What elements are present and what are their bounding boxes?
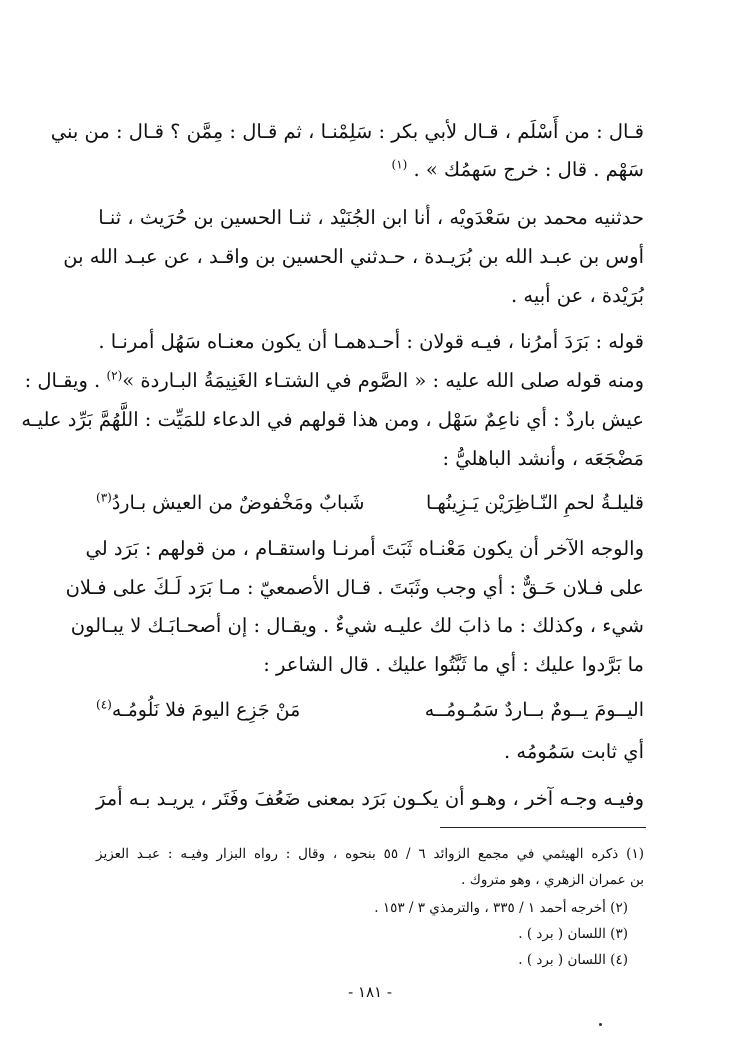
footnote-3: (٣) اللسان ( برد ) . — [518, 926, 628, 942]
footnote-separator — [440, 827, 646, 828]
verse-1-second-text: شَبابٌ ومَخْفوضٌ من العيش بـاردُ — [111, 492, 365, 514]
text-line-15: وفيـه وجـه آخر ، وهـو أن يكـون بَرَد بمعنى ضَعُفَ وفَتَر ، يريـد بـه أمرَ — [96, 787, 644, 810]
text-line-2 — [96, 150, 644, 190]
footnote-1: (١) ذكره الهيثمي في مجمع الزوائد ٦ / ٥٥ بنحوه ، وقال : رواه البزار وفيـه : عبـد العزيز — [96, 846, 644, 862]
text-line-9: مَضْجَعَه ، وأنشد الباهليُّ : — [442, 447, 644, 470]
text-line-1: قـال : من أَسْلَم ، قـال لأبي بكر : سَلِمْنـا ، ثم قـال : مِمَّن ؟ قـال : من بني — [50, 120, 644, 143]
footnote-ref-1: (١) — [391, 157, 408, 172]
verse-1-second-hemistich — [96, 483, 364, 523]
text-line-14: أي ثابت سَمُومُه . — [503, 740, 644, 763]
verse-1 — [96, 483, 644, 523]
footnote-ref-4: (٤) — [96, 697, 112, 712]
text-line-5: بُرَيْدة ، عن أبيه . — [510, 284, 644, 307]
text-line-7-content: ومنه قوله صلى الله عليه : « الصَّوم في الشتـاء الغَنِيمَةُ البـاردة »$^{(٢)}$ . ويقـال : — [24, 368, 644, 392]
text-line-11: على فـلان حَـقٌّ : أي وجب وثَبَتَ . قـال الأصمعيّ : مـا بَرَد لَـكَ على فـلان — [65, 576, 644, 599]
ink-speck — [599, 1023, 602, 1026]
text-line-8: عيش باردٌ : أي ناعِمٌ سَهْل ، ومن هذا قولهم في الدعاء للمَيِّت : اللَّهُمَّ بَرِّد عليـه — [21, 408, 644, 431]
footnote-ref-2: (٢) — [106, 368, 123, 383]
text-line-2-content: سَهْم . قال : خرج سَهمُك » . — [413, 158, 644, 181]
verse-2-second-hemistich — [96, 690, 300, 730]
footnote-ref-3: (٣) — [96, 490, 112, 505]
text-line-12: شيء ، وكذلك : ما ذابَ لك عليـه شيءٌ . ويقـال : إن أصحـابَـك لا يبـالون — [70, 614, 644, 637]
text-line-6: قوله : بَرَدَ أمرُنا ، فيـه قولان : أحـدهمـا أن يكون معنـاه سَهُل أمرنـا . — [98, 330, 644, 353]
verse-2 — [96, 690, 644, 730]
text-line-10: والوجه الآخر أن يكون مَعْنـاه ثَبَتَ أمرنـا واستقـام ، من قولهم : بَرَد لي — [85, 537, 644, 560]
footnote-2: (٢) أخرجه أحمد ١ / ٣٣٥ ، والترمذي ٣ / ١٥٣ . — [374, 900, 628, 916]
text-line-7 — [24, 361, 644, 401]
page-number: - ١٨١ - — [348, 983, 392, 1001]
verse-1-first-hemistich: قليلـةُ لحمِ النّـاظِرَيْن يَـزِينُهـا — [426, 492, 644, 514]
text-line-3: حدثنيه محمد بن سَعْدَويْه ، أنا ابن الجُنَيْد ، ثنـا الحسين بن حُرَيث ، ثنـا — [98, 206, 644, 229]
text-line-4: أوس بن عبـد الله بن بُرَيـدة ، حـدثني الحسين بن واقـد ، عن عبـد الله بن — [63, 245, 644, 268]
text-line-13: ما بَرَّدوا عليك : أي ما ثَبَّتُوا عليك . قال الشاعر : — [263, 653, 644, 676]
verse-2-first-hemistich: اليــومَ يــومٌ بــاردٌ سَمُـومُــه — [424, 699, 644, 721]
verse-2-second-text: مَنْ جَزِع اليومَ فلا نَلُومُـه — [111, 699, 301, 721]
footnote-4: (٤) اللسان ( برد ) . — [518, 952, 628, 968]
footnote-1-continued: بن عمران الزهري ، وهو متروك . — [461, 872, 644, 888]
